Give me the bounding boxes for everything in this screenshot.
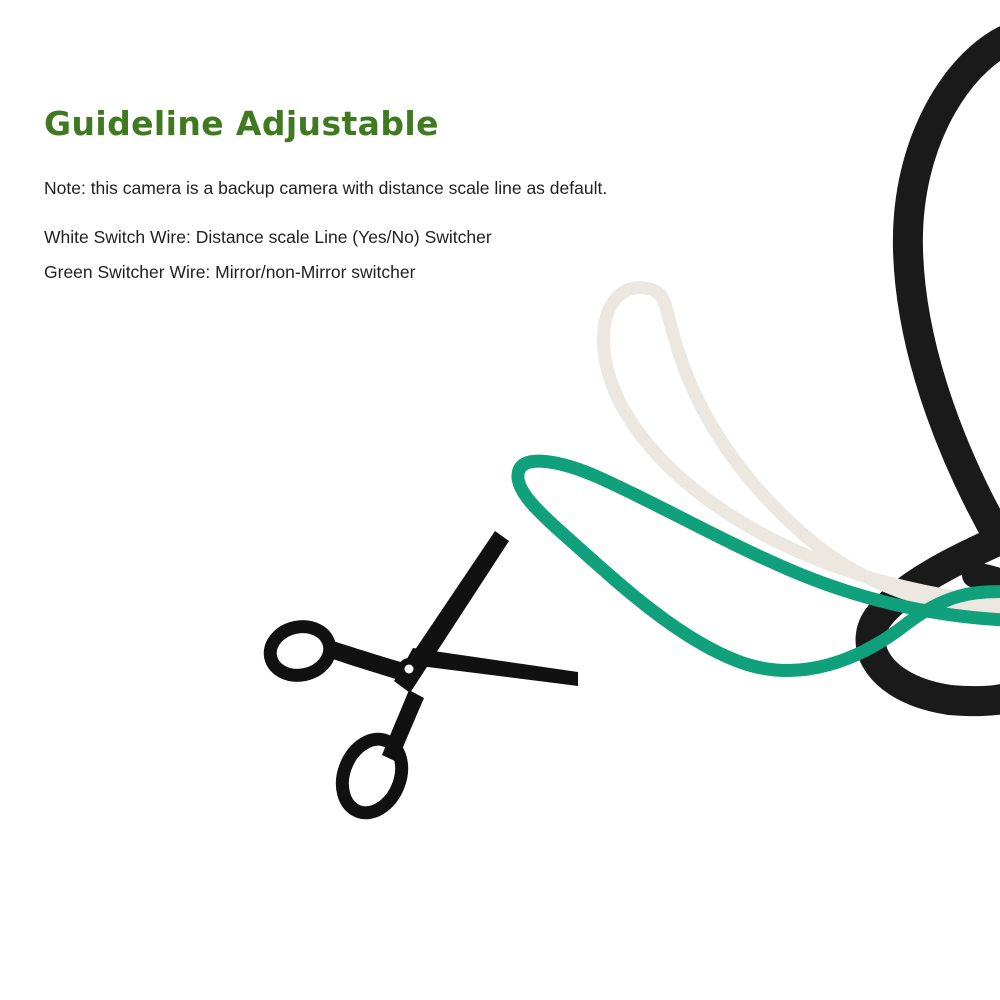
page-title: Guideline Adjustable bbox=[44, 104, 439, 143]
note-white-wire: White Switch Wire: Distance scale Line (Yes/No) Switcher bbox=[44, 227, 492, 247]
note-green-wire: Green Switcher Wire: Mirror/non-Mirror switcher bbox=[44, 262, 416, 282]
scissors-icon bbox=[266, 531, 578, 822]
note-default-line: Note: this camera is a backup camera with distance scale line as default. bbox=[44, 178, 608, 198]
